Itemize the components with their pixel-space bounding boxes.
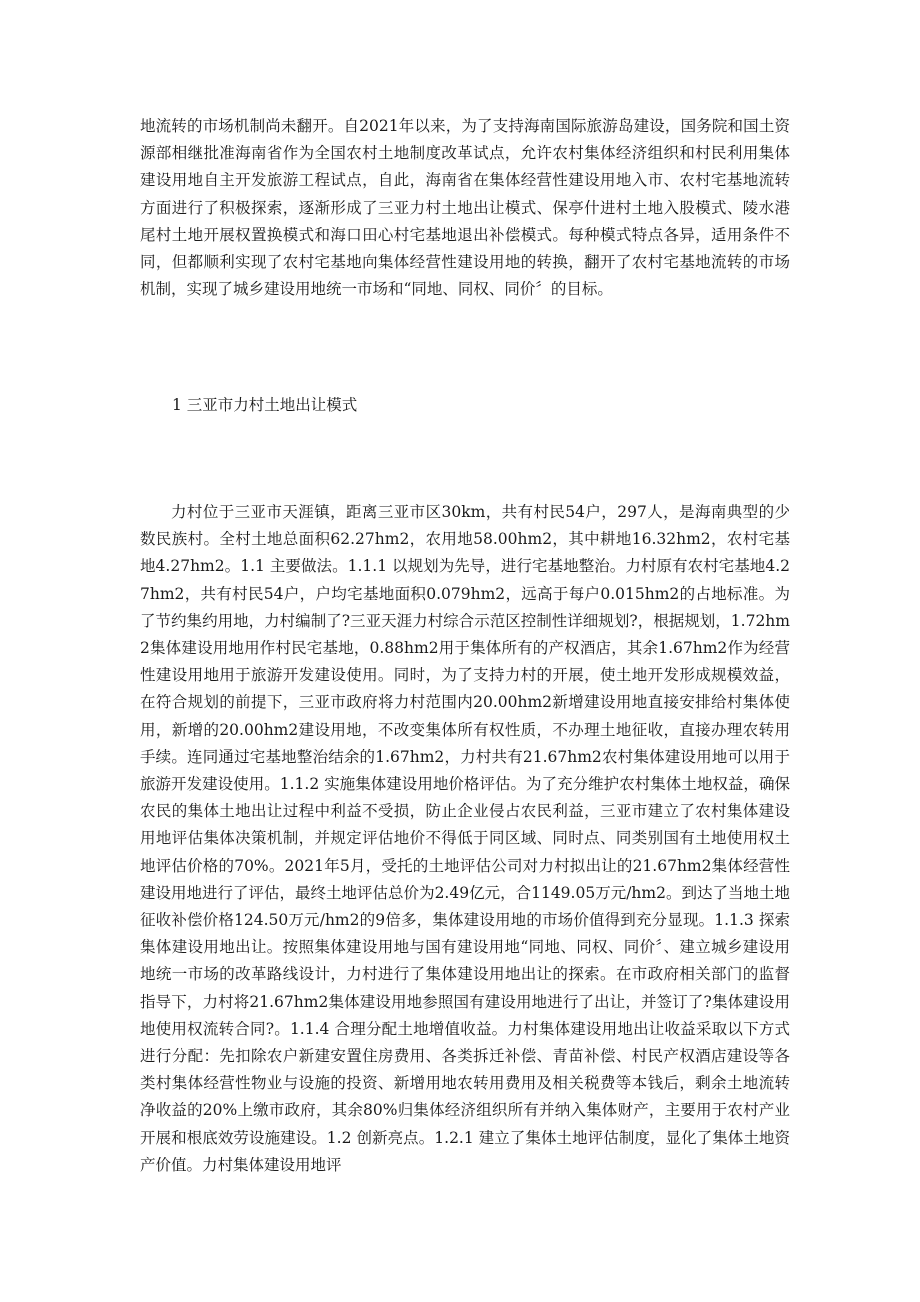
section-heading: 1 三亚市力村土地出让模式 xyxy=(172,396,358,414)
section-paragraph: 力村位于三亚市天涯镇，距离三亚市区30km，共有村民54户，297人，是海南典型的少数民族村。全村土地总面积62.27hm2，农用地58.00hm2，其中耕地16.32hm2，农村宅基地4.27hm2。1.1 主要做法。1.1.1 以规划为先导，进行宅基地整治。力村原有农村宅基地4.27hm2，共有村民54户，户均宅基地面积0.079hm2，远高于每户0.015hm2的占地标准。为了节约集约用地，力村编制了?三亚天涯力村综合示范区控制性详细规划?，根据规划，1.72hm2集体建设用地用作村民宅基地，0.88hm2用于集体所有的产权酒店，其余1.67hm2作为经营性建设用地用于旅游开发建设使用。同时，为了支持力村的开展，使土地开发形成规模效益，在符合规划的前提下，三亚市政府将力村范围内20.00hm2新增建设用地直接安排给村集体使用，新增的20.00hm2建设用地，不改变集体所有权性质，不办理土地征收，直接办理农转用手续。连同通过宅基地整治结余的1.67hm2，力村共有21.67hm2农村集体建设用地可以用于旅游开发建设使用。1.1.2 实施集体建设用地价格评估。为了充分维护农村集体土地权益，确保农民的集体土地出让过程中利益不受损，防止企业侵占农民利益，三亚市建立了农村集体建设用地评估集体决策机制，并规定评估地价不得低于同区域、同时点、同类别国有土地使用权土地评估价格的70%。2021年5月，受托的土地评估公司对力村拟出让的21.67hm2集体经营性建设用地进行了评估，最终土地评估总价为2.49亿元，合1149.05万元/hm2。到达了当地土地征收补偿价格124.50万元/hm2的9倍多，集体建设用地的市场价值得到充分显现。1.1.3 探索集体建设用地出让。按照集体建设用地与国有建设用地“同地、同权、同价〞、建立城乡建设用地统一市场的改革路线设计，力村进行了集体建设用地出让的探索。在市政府相关部门的监督指导下，力村将21.67hm2集体建设用地参照国有建设用地进行了出让，并签订了?集体建设用地使用权流转合同?。1.1.4 合理分配土地增值收益。力村集体建设用地出让收益采取以下方式进行分配：先扣除农户新建安置住房费用、各类拆迁补偿、青苗补偿、村民产权酒店建设等各类村集体经营性物业与设施的投资、新增用地农转用费用及相关税费等本钱后，剩余土地流转净收益的20%上缴市政府，其余80%归集体经济组织所有并纳入集体财产，主要用于农村产业开展和根底效劳设施建设。1.2 创新亮点。1.2.1 建立了集体土地评估制度，显化了集体土地资产价值。力村集体建设用地评 xyxy=(140,503,790,1174)
intro-paragraph: 地流转的市场机制尚未翻开。自2021年以来，为了支持海南国际旅游岛建设，国务院和国土资源部相继批准海南省作为全国农村土地制度改革试点，允许农村集体经济组织和村民利用集体建设用地自主开发旅游工程试点，自此，海南省在集体经营性建设用地入市、农村宅基地流转方面进行了积极探索，逐渐形成了三亚力村土地出让模式、保亭什进村土地入股模式、陵水港尾村土地开展权置换模式和海口田心村宅基地退出补偿模式。每种模式特点各异，适用条件不同，但都顺利实现了农村宅基地向集体经营性建设用地的转换，翻开了农村宅基地流转的市场机制，实现了城乡建设用地统一市场和“同地、同权、同价〞的目标。 xyxy=(140,117,790,299)
